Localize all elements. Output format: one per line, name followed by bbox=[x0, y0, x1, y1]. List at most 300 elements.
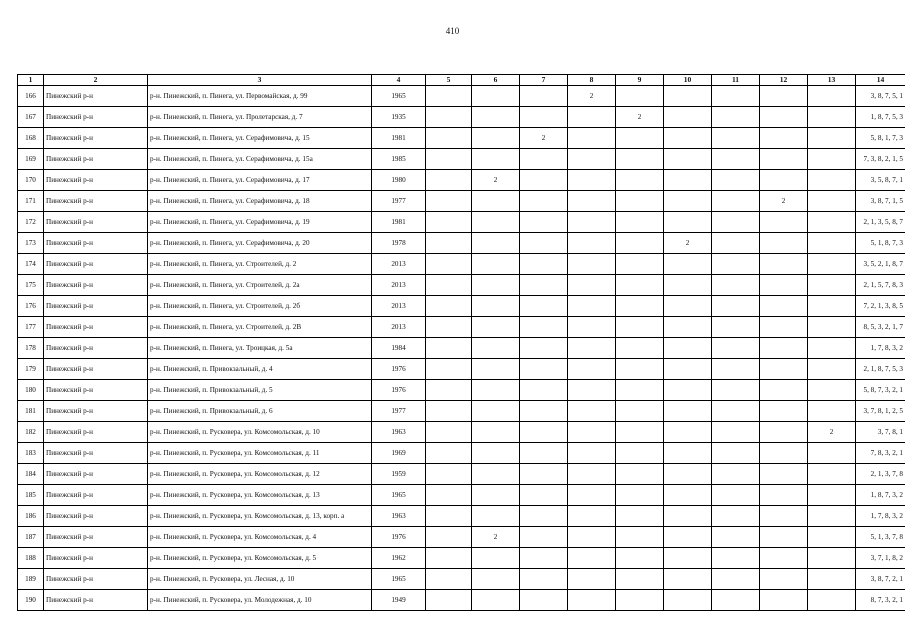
table-cell-col-6 bbox=[472, 107, 520, 128]
table-cell-col-14: 7, 2, 1, 3, 8, 5 bbox=[856, 296, 905, 317]
table-cell-col-12 bbox=[760, 506, 808, 527]
table-cell-col-4: 2013 bbox=[372, 296, 426, 317]
column-header-1: 1 bbox=[18, 75, 44, 86]
table-cell-col-7 bbox=[520, 296, 568, 317]
table-cell-col-2: Пинежский р-н bbox=[44, 128, 148, 149]
table-row bbox=[18, 275, 905, 296]
table-cell-col-4: 1977 bbox=[372, 401, 426, 422]
table-cell-col-8 bbox=[568, 359, 616, 380]
table-cell-col-14: 7, 3, 8, 2, 1, 5 bbox=[856, 149, 905, 170]
table-cell-col-2: Пинежский р-н bbox=[44, 317, 148, 338]
table-cell-col-3: р-н. Пинежский, п. Пинега, ул. Пролетарская, д. 7 bbox=[148, 107, 372, 128]
table-cell-col-6 bbox=[472, 254, 520, 275]
table-cell-col-5 bbox=[426, 212, 472, 233]
table-cell-col-2: Пинежский р-н bbox=[44, 149, 148, 170]
table-cell-col-1: 179 bbox=[18, 359, 44, 380]
table-cell-col-9 bbox=[616, 296, 664, 317]
table-cell-col-10 bbox=[664, 485, 712, 506]
table-cell-col-6 bbox=[472, 380, 520, 401]
table-row bbox=[18, 107, 905, 128]
table-cell-col-8: 2 bbox=[568, 86, 616, 107]
table-cell-col-2: Пинежский р-н bbox=[44, 212, 148, 233]
table-cell-col-11 bbox=[712, 338, 760, 359]
table-cell-col-3: р-н. Пинежский, п. Русковера, ул. Комсомольская, д. 10 bbox=[148, 422, 372, 443]
table-cell-col-1: 168 bbox=[18, 128, 44, 149]
column-header-8: 8 bbox=[568, 75, 616, 86]
table-cell-col-14: 2, 1, 5, 7, 8, 3 bbox=[856, 275, 905, 296]
table-cell-col-5 bbox=[426, 548, 472, 569]
table-cell-col-7 bbox=[520, 149, 568, 170]
table-cell-col-13 bbox=[808, 569, 856, 590]
table-cell-col-6: 2 bbox=[472, 527, 520, 548]
table-cell-col-5 bbox=[426, 128, 472, 149]
table-cell-col-7 bbox=[520, 464, 568, 485]
table-cell-col-14: 5, 1, 8, 7, 3 bbox=[856, 233, 905, 254]
table-cell-col-1: 172 bbox=[18, 212, 44, 233]
table-cell-col-2: Пинежский р-н bbox=[44, 275, 148, 296]
table-cell-col-2: Пинежский р-н bbox=[44, 338, 148, 359]
table-cell-col-5 bbox=[426, 590, 472, 611]
table-cell-col-10 bbox=[664, 401, 712, 422]
table-cell-col-14: 1, 8, 7, 5, 3 bbox=[856, 107, 905, 128]
table-cell-col-7 bbox=[520, 359, 568, 380]
table-cell-col-10 bbox=[664, 275, 712, 296]
table-cell-col-2: Пинежский р-н bbox=[44, 590, 148, 611]
table-cell-col-13: 2 bbox=[808, 422, 856, 443]
table-cell-col-13 bbox=[808, 506, 856, 527]
table-cell-col-1: 184 bbox=[18, 464, 44, 485]
table-cell-col-9 bbox=[616, 275, 664, 296]
table-cell-col-2: Пинежский р-н bbox=[44, 506, 148, 527]
table-cell-col-5 bbox=[426, 359, 472, 380]
table-cell-col-11 bbox=[712, 170, 760, 191]
table-cell-col-4: 1959 bbox=[372, 464, 426, 485]
table-cell-col-6 bbox=[472, 149, 520, 170]
table-cell-col-10 bbox=[664, 338, 712, 359]
table-cell-col-1: 182 bbox=[18, 422, 44, 443]
table-cell-col-1: 177 bbox=[18, 317, 44, 338]
table-cell-col-7 bbox=[520, 380, 568, 401]
table-cell-col-7 bbox=[520, 590, 568, 611]
table-cell-col-5 bbox=[426, 443, 472, 464]
table-cell-col-5 bbox=[426, 233, 472, 254]
table-cell-col-9 bbox=[616, 422, 664, 443]
table-cell-col-12 bbox=[760, 485, 808, 506]
table-cell-col-1: 187 bbox=[18, 527, 44, 548]
table-cell-col-14: 5, 1, 3, 7, 8 bbox=[856, 527, 905, 548]
table-row bbox=[18, 590, 905, 611]
table-cell-col-10: 2 bbox=[664, 233, 712, 254]
table-cell-col-7 bbox=[520, 422, 568, 443]
table-cell-col-6 bbox=[472, 317, 520, 338]
table-cell-col-4: 1980 bbox=[372, 170, 426, 191]
table-cell-col-5 bbox=[426, 569, 472, 590]
table-cell-col-14: 5, 8, 1, 7, 3 bbox=[856, 128, 905, 149]
table-cell-col-4: 1935 bbox=[372, 107, 426, 128]
table-cell-col-5 bbox=[426, 338, 472, 359]
table-cell-col-9 bbox=[616, 317, 664, 338]
table-cell-col-13 bbox=[808, 464, 856, 485]
table-cell-col-12 bbox=[760, 86, 808, 107]
table-cell-col-8 bbox=[568, 296, 616, 317]
table-cell-col-7 bbox=[520, 548, 568, 569]
page-number: 410 bbox=[445, 26, 460, 36]
table-cell-col-8 bbox=[568, 443, 616, 464]
table-cell-col-7 bbox=[520, 338, 568, 359]
table-row bbox=[18, 422, 905, 443]
table-cell-col-10 bbox=[664, 380, 712, 401]
table-cell-col-11 bbox=[712, 86, 760, 107]
table-cell-col-4: 1965 bbox=[372, 485, 426, 506]
table-cell-col-12 bbox=[760, 359, 808, 380]
table-cell-col-12 bbox=[760, 233, 808, 254]
table-cell-col-14: 3, 8, 7, 2, 1 bbox=[856, 569, 905, 590]
table-cell-col-6 bbox=[472, 422, 520, 443]
table-cell-col-11 bbox=[712, 380, 760, 401]
table-row bbox=[18, 338, 905, 359]
table-cell-col-6 bbox=[472, 359, 520, 380]
table-cell-col-10 bbox=[664, 506, 712, 527]
table-cell-col-11 bbox=[712, 149, 760, 170]
table-cell-col-13 bbox=[808, 548, 856, 569]
table-cell-col-5 bbox=[426, 191, 472, 212]
table-cell-col-6 bbox=[472, 590, 520, 611]
table-cell-col-14: 1, 8, 7, 3, 2 bbox=[856, 485, 905, 506]
table-row bbox=[18, 464, 905, 485]
table-cell-col-10 bbox=[664, 569, 712, 590]
table-cell-col-7 bbox=[520, 212, 568, 233]
table-cell-col-3: р-н. Пинежский, п. Русковера, ул. Комсомольская, д. 5 bbox=[148, 548, 372, 569]
table-cell-col-14: 3, 5, 8, 7, 1 bbox=[856, 170, 905, 191]
column-header-10: 10 bbox=[664, 75, 712, 86]
table-cell-col-6 bbox=[472, 191, 520, 212]
table-row bbox=[18, 86, 905, 107]
table-cell-col-9 bbox=[616, 380, 664, 401]
table-cell-col-1: 180 bbox=[18, 380, 44, 401]
table-cell-col-3: р-н. Пинежский, п. Привокзальный, д. 5 bbox=[148, 380, 372, 401]
table-cell-col-13 bbox=[808, 107, 856, 128]
table-cell-col-9 bbox=[616, 149, 664, 170]
table-cell-col-2: Пинежский р-н bbox=[44, 359, 148, 380]
table-cell-col-8 bbox=[568, 485, 616, 506]
table-row bbox=[18, 485, 905, 506]
table-cell-col-5 bbox=[426, 149, 472, 170]
table-cell-col-11 bbox=[712, 359, 760, 380]
table-cell-col-2: Пинежский р-н bbox=[44, 296, 148, 317]
table-cell-col-5 bbox=[426, 527, 472, 548]
table-cell-col-3: р-н. Пинежский, п. Пинега, ул. Строителей, д. 2В bbox=[148, 317, 372, 338]
table-cell-col-9 bbox=[616, 590, 664, 611]
table-cell-col-11 bbox=[712, 485, 760, 506]
table-cell-col-7 bbox=[520, 233, 568, 254]
table-cell-col-9 bbox=[616, 485, 664, 506]
table-cell-col-6: 2 bbox=[472, 170, 520, 191]
table-cell-col-4: 1969 bbox=[372, 443, 426, 464]
table-cell-col-10 bbox=[664, 149, 712, 170]
table-cell-col-8 bbox=[568, 170, 616, 191]
table-cell-col-14: 3, 7, 8, 1, 2, 5 bbox=[856, 401, 905, 422]
table-cell-col-12 bbox=[760, 590, 808, 611]
table-row bbox=[18, 359, 905, 380]
table-row bbox=[18, 212, 905, 233]
table-cell-col-13 bbox=[808, 149, 856, 170]
table-cell-col-10 bbox=[664, 296, 712, 317]
table-cell-col-7: 2 bbox=[520, 128, 568, 149]
table-cell-col-9 bbox=[616, 86, 664, 107]
table-cell-col-10 bbox=[664, 128, 712, 149]
table-cell-col-8 bbox=[568, 149, 616, 170]
table-cell-col-7 bbox=[520, 443, 568, 464]
table-cell-col-1: 181 bbox=[18, 401, 44, 422]
table-cell-col-11 bbox=[712, 527, 760, 548]
table-cell-col-14: 5, 8, 7, 3, 2, 1 bbox=[856, 380, 905, 401]
table-cell-col-4: 1962 bbox=[372, 548, 426, 569]
table-cell-col-3: р-н. Пинежский, п. Пинега, ул. Серафимовича, д. 17 bbox=[148, 170, 372, 191]
table-cell-col-14: 3, 8, 7, 5, 1 bbox=[856, 86, 905, 107]
table-cell-col-6 bbox=[472, 296, 520, 317]
table-cell-col-2: Пинежский р-н bbox=[44, 485, 148, 506]
table-cell-col-12 bbox=[760, 338, 808, 359]
table-cell-col-6 bbox=[472, 212, 520, 233]
table-row bbox=[18, 548, 905, 569]
table-cell-col-3: р-н. Пинежский, п. Пинега, ул. Серафимовича, д. 19 bbox=[148, 212, 372, 233]
table-cell-col-4: 1965 bbox=[372, 569, 426, 590]
table-cell-col-1: 188 bbox=[18, 548, 44, 569]
table-cell-col-2: Пинежский р-н bbox=[44, 233, 148, 254]
table-cell-col-10 bbox=[664, 548, 712, 569]
table-cell-col-9 bbox=[616, 569, 664, 590]
table-row bbox=[18, 317, 905, 338]
table-cell-col-6 bbox=[472, 338, 520, 359]
table-cell-col-7 bbox=[520, 506, 568, 527]
table-cell-col-5 bbox=[426, 170, 472, 191]
table-cell-col-6 bbox=[472, 275, 520, 296]
table-cell-col-11 bbox=[712, 401, 760, 422]
table-cell-col-14: 3, 7, 1, 8, 2 bbox=[856, 548, 905, 569]
table-cell-col-13 bbox=[808, 233, 856, 254]
column-header-5: 5 bbox=[426, 75, 472, 86]
table-cell-col-1: 178 bbox=[18, 338, 44, 359]
table-cell-col-4: 1949 bbox=[372, 590, 426, 611]
table-cell-col-2: Пинежский р-н bbox=[44, 380, 148, 401]
table-cell-col-8 bbox=[568, 527, 616, 548]
table-cell-col-8 bbox=[568, 464, 616, 485]
table-cell-col-4: 2013 bbox=[372, 254, 426, 275]
table-cell-col-11 bbox=[712, 191, 760, 212]
table-cell-col-9 bbox=[616, 443, 664, 464]
table-cell-col-11 bbox=[712, 422, 760, 443]
table-cell-col-5 bbox=[426, 317, 472, 338]
column-header-7: 7 bbox=[520, 75, 568, 86]
table-cell-col-8 bbox=[568, 338, 616, 359]
table-cell-col-14: 2, 1, 3, 7, 8 bbox=[856, 464, 905, 485]
table-cell-col-5 bbox=[426, 107, 472, 128]
table-cell-col-8 bbox=[568, 254, 616, 275]
table-row bbox=[18, 401, 905, 422]
table-cell-col-6 bbox=[472, 485, 520, 506]
table-cell-col-6 bbox=[472, 464, 520, 485]
table-cell-col-2: Пинежский р-н bbox=[44, 170, 148, 191]
table-cell-col-11 bbox=[712, 107, 760, 128]
table-row bbox=[18, 527, 905, 548]
table-cell-col-9 bbox=[616, 128, 664, 149]
table-cell-col-12 bbox=[760, 212, 808, 233]
column-header-14: 14 bbox=[856, 75, 905, 86]
table-cell-col-12 bbox=[760, 464, 808, 485]
table-cell-col-4: 1963 bbox=[372, 506, 426, 527]
table-cell-col-12 bbox=[760, 569, 808, 590]
table-cell-col-12 bbox=[760, 548, 808, 569]
table-cell-col-3: р-н. Пинежский, п. Русковера, ул. Комсомольская, д. 11 bbox=[148, 443, 372, 464]
column-header-11: 11 bbox=[712, 75, 760, 86]
table-cell-col-13 bbox=[808, 380, 856, 401]
table-cell-col-3: р-н. Пинежский, п. Русковера, ул. Лесная, д. 10 bbox=[148, 569, 372, 590]
table-cell-col-14: 3, 8, 7, 1, 5 bbox=[856, 191, 905, 212]
table-cell-col-1: 171 bbox=[18, 191, 44, 212]
column-header-4: 4 bbox=[372, 75, 426, 86]
data-table bbox=[17, 74, 905, 611]
table-cell-col-9 bbox=[616, 506, 664, 527]
table-cell-col-9 bbox=[616, 401, 664, 422]
table-cell-col-3: р-н. Пинежский, п. Пинега, ул. Первомайская, д. 99 bbox=[148, 86, 372, 107]
table-cell-col-3: р-н. Пинежский, п. Привокзальный, д. 4 bbox=[148, 359, 372, 380]
table-cell-col-14: 3, 7, 8, 1 bbox=[856, 422, 905, 443]
table-cell-col-9 bbox=[616, 191, 664, 212]
table-row bbox=[18, 170, 905, 191]
table-cell-col-7 bbox=[520, 317, 568, 338]
table-cell-col-1: 167 bbox=[18, 107, 44, 128]
table-cell-col-13 bbox=[808, 212, 856, 233]
table-cell-col-9: 2 bbox=[616, 107, 664, 128]
table-cell-col-11 bbox=[712, 233, 760, 254]
table-row bbox=[18, 380, 905, 401]
table-cell-col-1: 186 bbox=[18, 506, 44, 527]
column-header-12: 12 bbox=[760, 75, 808, 86]
table-cell-col-12 bbox=[760, 443, 808, 464]
table-cell-col-7 bbox=[520, 401, 568, 422]
table-cell-col-2: Пинежский р-н bbox=[44, 569, 148, 590]
table-cell-col-5 bbox=[426, 464, 472, 485]
table-cell-col-8 bbox=[568, 212, 616, 233]
table-cell-col-10 bbox=[664, 422, 712, 443]
table-cell-col-4: 1976 bbox=[372, 527, 426, 548]
table-cell-col-11 bbox=[712, 212, 760, 233]
table-cell-col-3: р-н. Пинежский, п. Пинега, ул. Серафимовича, д. 20 bbox=[148, 233, 372, 254]
table-cell-col-10 bbox=[664, 212, 712, 233]
table-cell-col-8 bbox=[568, 191, 616, 212]
table-cell-col-3: р-н. Пинежский, п. Пинега, ул. Троицкая, д. 5а bbox=[148, 338, 372, 359]
table-cell-col-5 bbox=[426, 485, 472, 506]
table-cell-col-2: Пинежский р-н bbox=[44, 107, 148, 128]
table-cell-col-13 bbox=[808, 527, 856, 548]
table-cell-col-10 bbox=[664, 443, 712, 464]
table-cell-col-6 bbox=[472, 401, 520, 422]
table-cell-col-7 bbox=[520, 275, 568, 296]
table-cell-col-13 bbox=[808, 338, 856, 359]
table-cell-col-12 bbox=[760, 401, 808, 422]
table-header-row bbox=[18, 75, 905, 86]
table-cell-col-4: 1976 bbox=[372, 380, 426, 401]
table-cell-col-1: 173 bbox=[18, 233, 44, 254]
table-row bbox=[18, 254, 905, 275]
table-cell-col-12 bbox=[760, 380, 808, 401]
table-cell-col-8 bbox=[568, 548, 616, 569]
table-cell-col-10 bbox=[664, 317, 712, 338]
table-cell-col-9 bbox=[616, 170, 664, 191]
table-cell-col-1: 183 bbox=[18, 443, 44, 464]
table-cell-col-6 bbox=[472, 569, 520, 590]
table-cell-col-12 bbox=[760, 296, 808, 317]
table-cell-col-6 bbox=[472, 506, 520, 527]
table-cell-col-7 bbox=[520, 527, 568, 548]
column-header-3: 3 bbox=[148, 75, 372, 86]
table-cell-col-7 bbox=[520, 86, 568, 107]
table-cell-col-1: 190 bbox=[18, 590, 44, 611]
table-cell-col-12 bbox=[760, 170, 808, 191]
table-cell-col-7 bbox=[520, 254, 568, 275]
table-cell-col-2: Пинежский р-н bbox=[44, 86, 148, 107]
table-cell-col-1: 170 bbox=[18, 170, 44, 191]
table-cell-col-1: 166 bbox=[18, 86, 44, 107]
column-header-6: 6 bbox=[472, 75, 520, 86]
table-cell-col-12 bbox=[760, 317, 808, 338]
table-cell-col-5 bbox=[426, 254, 472, 275]
table-cell-col-9 bbox=[616, 527, 664, 548]
table-cell-col-7 bbox=[520, 107, 568, 128]
table-cell-col-12 bbox=[760, 107, 808, 128]
table-cell-col-3: р-н. Пинежский, п. Пинега, ул. Серафимовича, д. 15 bbox=[148, 128, 372, 149]
table-cell-col-11 bbox=[712, 128, 760, 149]
table-row bbox=[18, 191, 905, 212]
table-cell-col-4: 1977 bbox=[372, 191, 426, 212]
table-cell-col-10 bbox=[664, 590, 712, 611]
table-cell-col-5 bbox=[426, 401, 472, 422]
table-cell-col-11 bbox=[712, 254, 760, 275]
table-cell-col-12 bbox=[760, 422, 808, 443]
table-cell-col-2: Пинежский р-н bbox=[44, 191, 148, 212]
table-cell-col-3: р-н. Пинежский, п. Привокзальный, д. 6 bbox=[148, 401, 372, 422]
table-cell-col-14: 1, 7, 8, 3, 2 bbox=[856, 338, 905, 359]
table-cell-col-7 bbox=[520, 485, 568, 506]
column-header-2: 2 bbox=[44, 75, 148, 86]
table-cell-col-9 bbox=[616, 254, 664, 275]
table-cell-col-14: 1, 7, 8, 3, 2 bbox=[856, 506, 905, 527]
table-cell-col-13 bbox=[808, 590, 856, 611]
table-cell-col-6 bbox=[472, 548, 520, 569]
table-cell-col-13 bbox=[808, 86, 856, 107]
table-cell-col-3: р-н. Пинежский, п. Пинега, ул. Строителей, д. 2 bbox=[148, 254, 372, 275]
table-cell-col-2: Пинежский р-н bbox=[44, 464, 148, 485]
table-cell-col-12 bbox=[760, 149, 808, 170]
table-cell-col-5 bbox=[426, 506, 472, 527]
table-cell-col-9 bbox=[616, 359, 664, 380]
table-cell-col-4: 2013 bbox=[372, 275, 426, 296]
table-cell-col-9 bbox=[616, 548, 664, 569]
table-cell-col-13 bbox=[808, 317, 856, 338]
table-cell-col-6 bbox=[472, 443, 520, 464]
table-cell-col-4: 1981 bbox=[372, 128, 426, 149]
table-cell-col-4: 1965 bbox=[372, 86, 426, 107]
table-cell-col-14: 3, 5, 2, 1, 8, 7 bbox=[856, 254, 905, 275]
column-header-13: 13 bbox=[808, 75, 856, 86]
table-cell-col-1: 169 bbox=[18, 149, 44, 170]
table-cell-col-6 bbox=[472, 233, 520, 254]
table-cell-col-11 bbox=[712, 296, 760, 317]
table-cell-col-12 bbox=[760, 527, 808, 548]
table-cell-col-11 bbox=[712, 569, 760, 590]
table-cell-col-9 bbox=[616, 212, 664, 233]
table-cell-col-9 bbox=[616, 233, 664, 254]
